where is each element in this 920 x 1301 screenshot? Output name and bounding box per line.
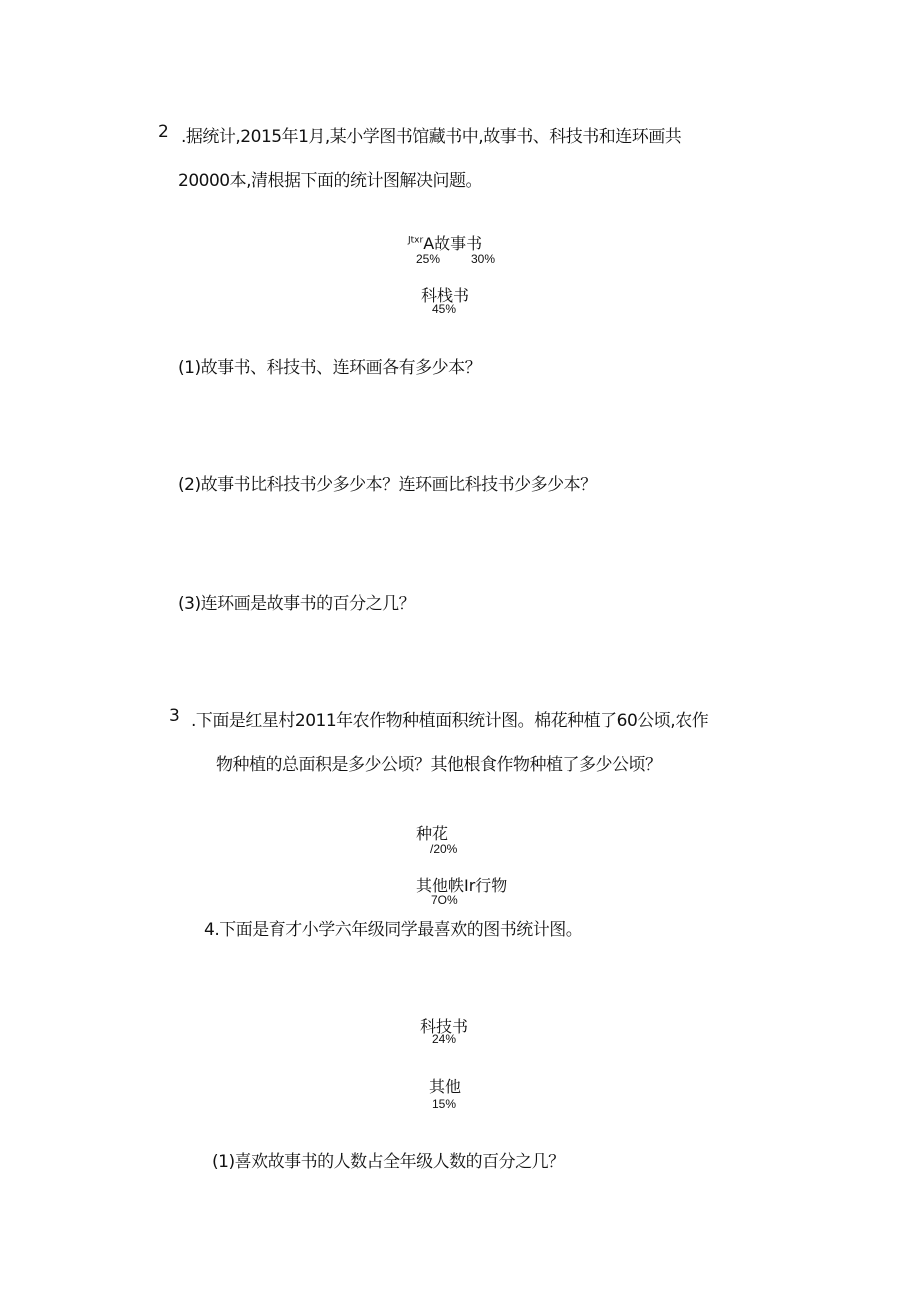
question-2-line-1: .据统计,2015年1月,某小学图书馆藏书中,故事书、科技书和连环画共 <box>181 127 682 147</box>
question-2-line-2: 20000本,清根据下面的统计图解决问题。 <box>178 171 482 191</box>
chart-label-story-books: A故事书 <box>423 234 483 253</box>
question-4-line-1: 4.下面是育才小学六年级同学最喜欢的图书统计图。 <box>204 920 583 940</box>
chart-pct-mid: 45% <box>432 302 457 316</box>
chart-label-science-books: 科栈书 <box>421 286 470 305</box>
chart-pct-cotton: /20% <box>430 842 458 856</box>
question-2-number: 2 <box>158 122 169 142</box>
chart-label-top <box>408 231 482 254</box>
chart-label-other-crops: 其他帙Ir行物 <box>416 876 508 895</box>
question-2-sub-2: (2)故事书比科技书少多少本？连环画比科技书少多少本？ <box>178 475 597 495</box>
question-2-sub-3: (3)连环画是故事书的百分之几？ <box>178 594 416 614</box>
chart-pct-left: 25% <box>416 252 441 266</box>
chart-label-science: 科技书 <box>420 1017 469 1036</box>
question-4-sub-1: (1)喜欢故事书的人数占全年级人数的百分之几？ <box>212 1152 565 1172</box>
chart-pct-science: 24% <box>432 1032 457 1046</box>
chart-pct-other: 15% <box>432 1097 457 1111</box>
chart-label-cotton: 种花 <box>416 824 449 843</box>
chart-pct-other-crops: 7O% <box>431 893 458 907</box>
question-3-line-2: 物种植的总面积是多少公顷？其他根食作物种植了多少公顷？ <box>216 755 662 775</box>
chart-pct-right: 30% <box>471 252 496 266</box>
chart-label-garbled: Jtxr <box>408 235 424 246</box>
question-3-line-1: .下面是红星村2011年农作物种植面积统计图。棉花种植了60公顷,农作 <box>191 711 709 731</box>
question-3-number: 3 <box>169 706 180 726</box>
chart-label-other: 其他 <box>429 1077 462 1096</box>
question-2-sub-1: (1)故事书、科技书、连环画各有多少本？ <box>178 358 482 378</box>
